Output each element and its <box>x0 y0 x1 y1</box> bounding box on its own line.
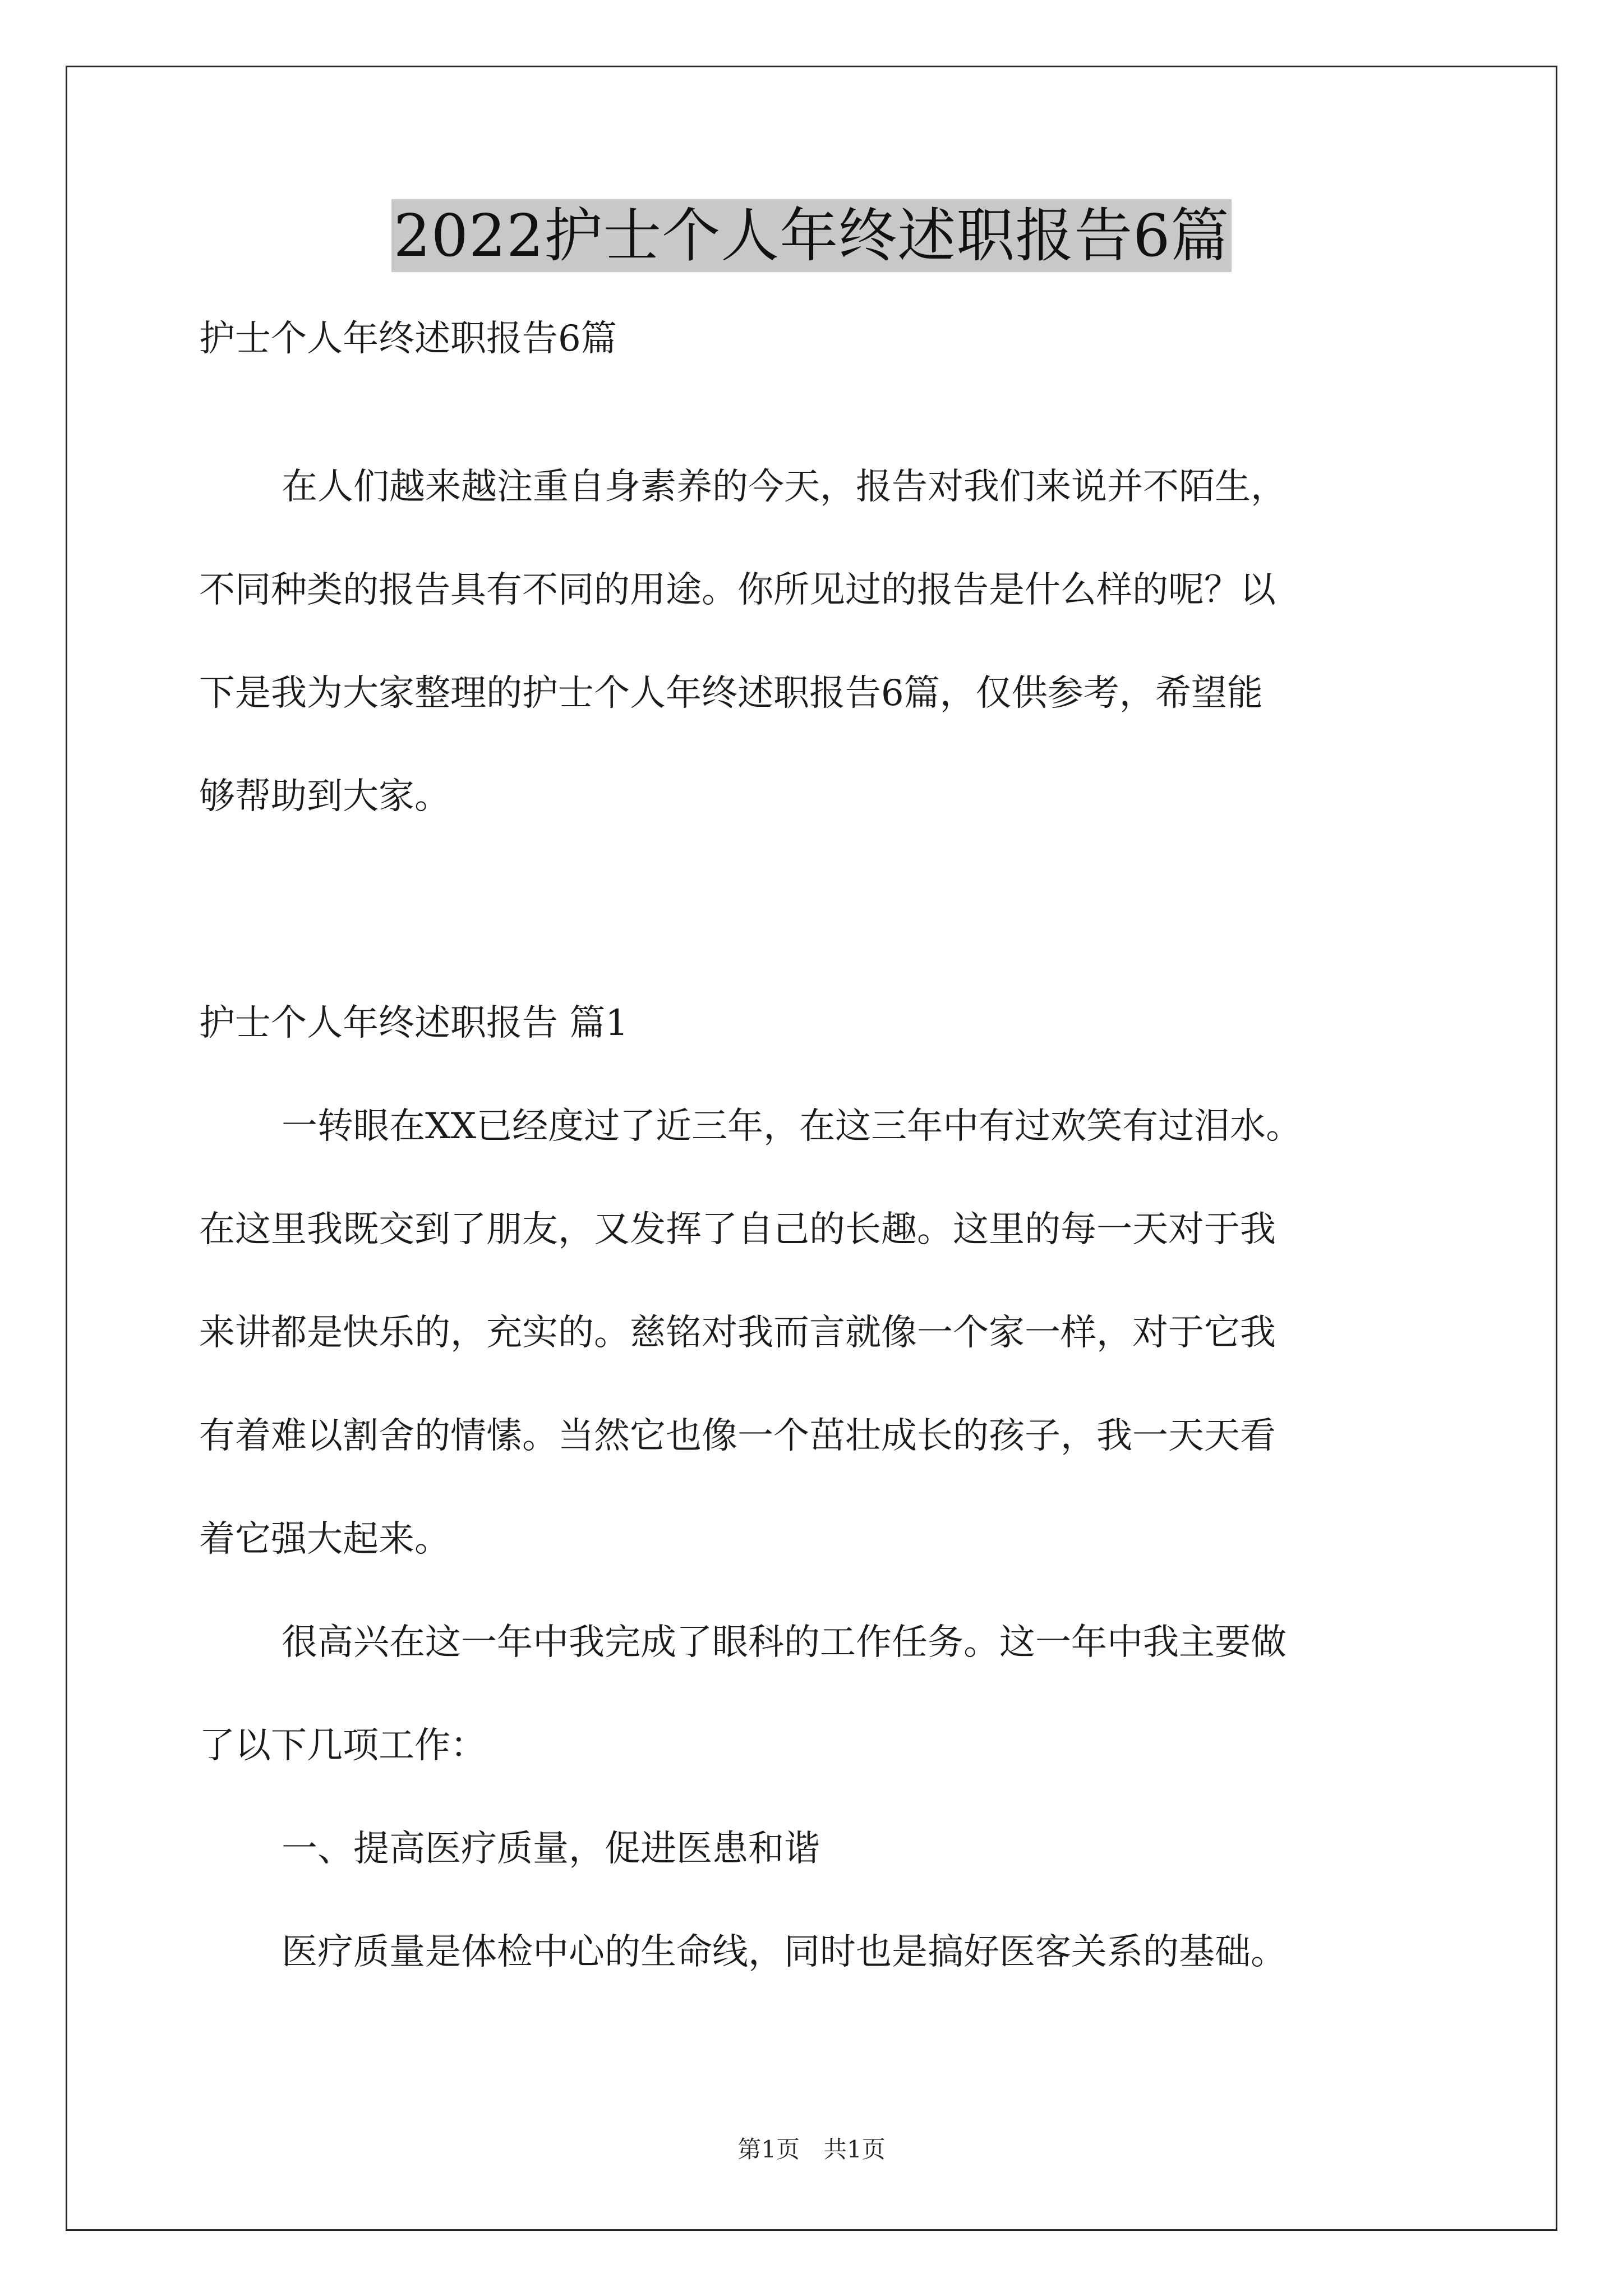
intro-paragraph-line: 在人们越来越注重自身素养的今天，报告对我们来说并不陌生， <box>282 466 1287 508</box>
title-container <box>0 199 1623 272</box>
body-paragraph-line: 来讲都是快乐的，充实的。慈铭对我而言就像一个家一样，对于它我 <box>199 1312 1276 1354</box>
body-paragraph-line: 了以下几项工作： <box>199 1725 486 1766</box>
intro-paragraph-line: 不同种类的报告具有不同的用途。你所见过的报告是什么样的呢？以 <box>199 569 1276 611</box>
body-paragraph-line: 医疗质量是体检中心的生命线，同时也是搞好医客关系的基础。 <box>282 1931 1287 1973</box>
body-paragraph-line: 很高兴在这一年中我完成了眼科的工作任务。这一年中我主要做 <box>282 1622 1287 1663</box>
intro-paragraph-line: 下是我为大家整理的护士个人年终述职报告6篇，仅供参考，希望能 <box>199 673 1263 714</box>
subsection-heading: 一、提高医疗质量，促进医患和谐 <box>282 1828 820 1870</box>
body-paragraph-line: 在这里我既交到了朋友，又发挥了自己的长趣。这里的每一天对于我 <box>199 1209 1276 1250</box>
intro-paragraph-line: 够帮助到大家。 <box>199 776 450 817</box>
body-paragraph-line: 有着难以割舍的情愫。当然它也像一个茁壮成长的孩子，我一天天看 <box>199 1415 1276 1457</box>
body-paragraph-line: 着它强大起来。 <box>199 1519 450 1560</box>
section-heading: 护士个人年终述职报告 篇1 <box>199 1002 629 1044</box>
page-footer: 第1页 共1页 <box>737 2136 886 2163</box>
subtitle-line: 护士个人年终述职报告6篇 <box>199 318 617 360</box>
document-title: 2022护士个人年终述职报告6篇 <box>391 199 1232 272</box>
body-paragraph-line: 一转眼在XX已经度过了近三年，在这三年中有过欢笑有过泪水。 <box>282 1106 1302 1147</box>
